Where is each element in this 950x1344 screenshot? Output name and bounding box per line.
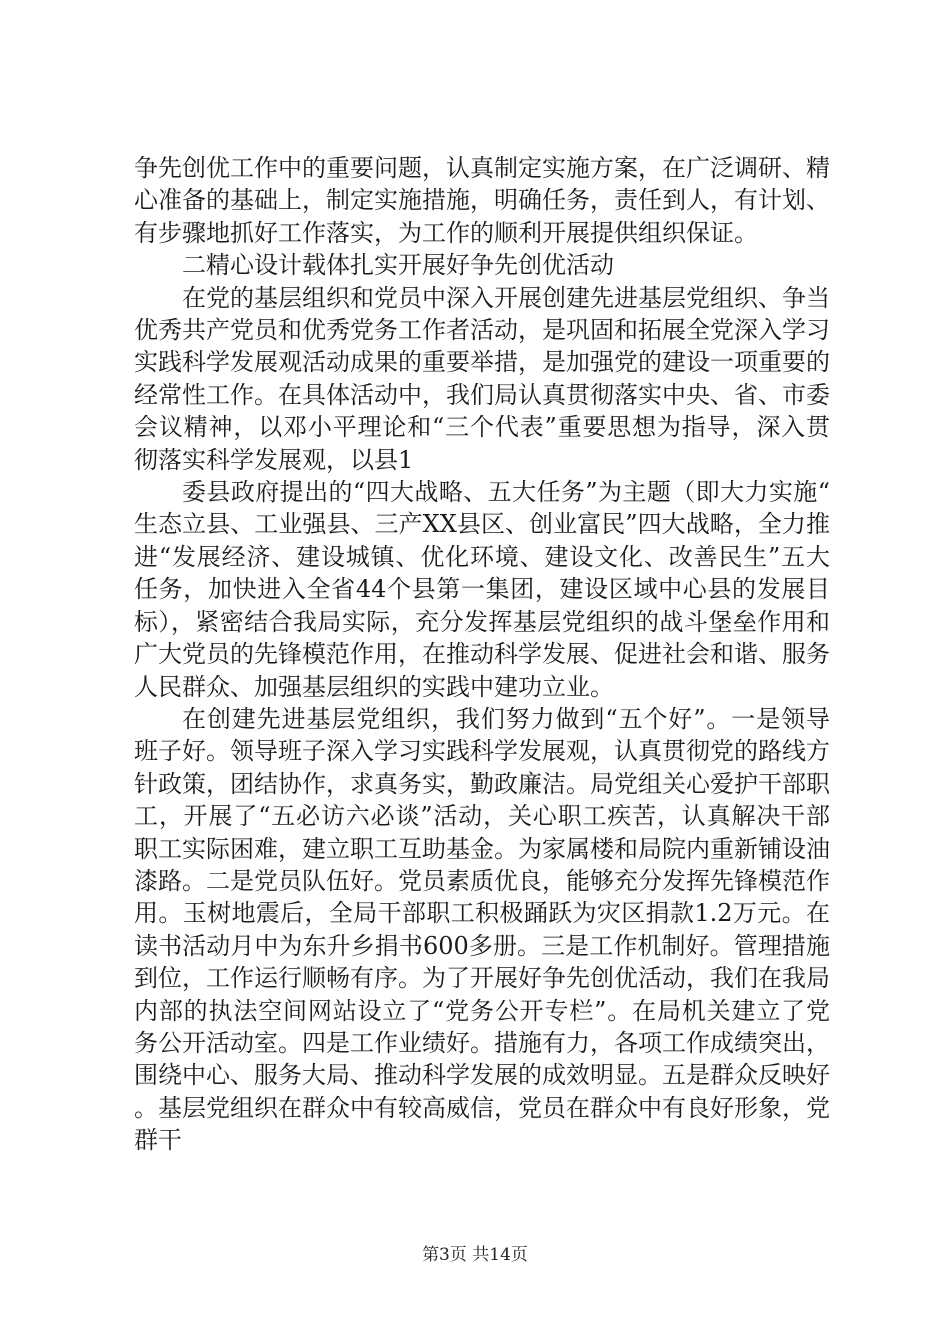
- paragraph-4: 在创建先进基层党组织，我们努力做到“五个好”。一是领导班子好。领导班子深入学习实践科学发展观，认真贯彻党的路线方针政策，团结协作，求真务实，勤政廉洁。局党组关心爱护干部职工，开展了“五必访六必谈”活动，关心职工疾苦，认真解决干部职工实际困难，建立职工互助基金。为家属楼和局院内重新铺设油漆路。二是党员队伍好。党员素质优良，能够充分发挥先锋模范作用。玉树地震后，全局干部职工积极踊跃为灾区捐款1.2万元。在读书活动月中为东升乡捐书600多册。三是工作机制好。管理措施到位，工作运行顺畅有序。为了开展好争先创优活动，我们在我局内部的执法空间网站设立了“党务公开专栏”。在局机关建立了党务公开活动室。四是工作业绩好。措施有力，各项工作成绩突出，围绕中心、服务大局、推动科学发展的成效明显。五是群众反映好。基层党组织在群众中有较高威信，党员在群众中有良好形象，党群干: [134, 704, 830, 1155]
- paragraph-2: 在党的基层组织和党员中深入开展创建先进基层党组织、争当优秀共产党员和优秀党务工作者活动，是巩固和拓展全党深入学习实践科学发展观活动成果的重要举措，是加强党的建设一项重要的经常性工作。在具体活动中，我们局认真贯彻落实中央、省、市委会议精神，以邓小平理论和“三个代表”重要思想为指导，深入贯彻落实科学发展观，以县1: [134, 283, 830, 474]
- document-body: [134, 152, 830, 1157]
- paragraph-1: 争先创优工作中的重要问题，认真制定实施方案，在广泛调研、精心准备的基础上，制定实施措施，明确任务，责任到人，有计划、有步骤地抓好工作落实，为工作的顺利开展提供组织保证。: [134, 154, 830, 247]
- paragraph-3: 委县政府提出的“四大战略、五大任务”为主题（即大力实施“生态立县、工业强县、三产XX县区、创业富民”四大战略，全力推进“发展经济、建设城镇、优化环境、建设文化、改善民生”五大任务，加快进入全省44个县第一集团，建设区域中心县的发展目标），紧密结合我局实际，充分发挥基层党组织的战斗堡垒作用和广大党员的先锋模范作用，在推动科学发展、促进社会和谐、服务人民群众、加强基层组织的实践中建功立业。: [134, 478, 830, 701]
- section-heading: 二精心设计载体扎实开展好争先创优活动: [182, 251, 614, 280]
- page-footer: 第3页 共14页: [422, 1245, 528, 1265]
